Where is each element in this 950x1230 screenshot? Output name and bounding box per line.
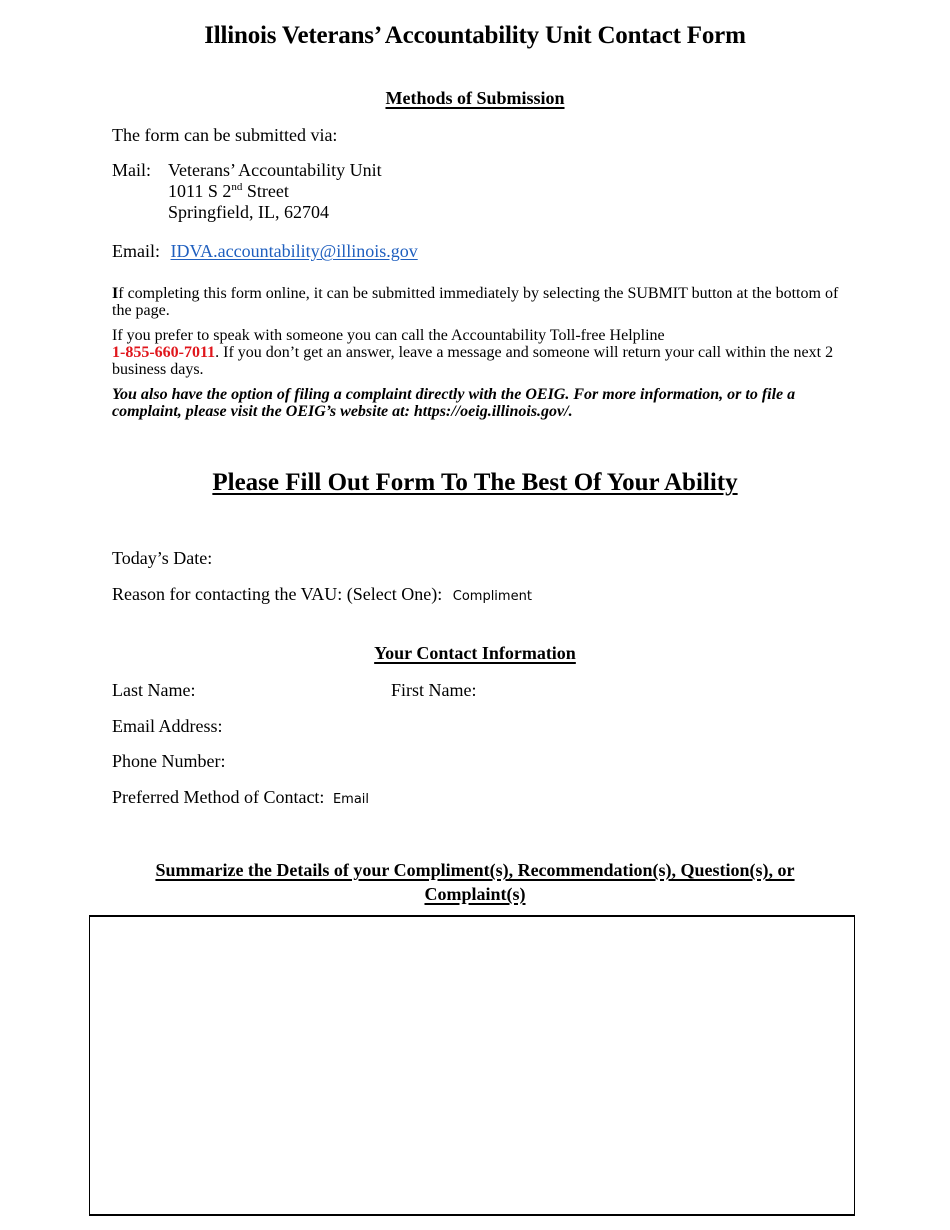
oeig-note: You also have the option of filing a complaint directly with the OEIG. For more information, or to file a complaint, please visit the OEIG’s website at: https://oeig.illinois.gov/. [112,386,796,420]
mail-line-2: 1011 S 2nd Street [168,181,289,201]
online-submit-note: If completing this form online, it can be submitted immediately by selecting the SUBMIT button at the bottom of the page. [112,285,839,319]
preferred-contact-label: Preferred Method of Contact: [112,787,325,807]
form-heading: Please Fill Out Form To The Best Of Your Ability [212,469,738,496]
methods-heading: Methods of Submission [385,88,565,108]
details-textarea[interactable] [89,915,855,1216]
last-name-row [112,680,350,701]
helpline-note: If you prefer to speak with someone you can call the Accountability Toll-free Helpline 1-855-660-7011. If you don’t get an answer, leave a message and someone will return your call within the next 2 business days. [112,327,834,378]
details-heading: Summarize the Details of your Compliment(s), Recommendation(s), Question(s), or Complaint(s) [155,860,795,904]
page-title: Illinois Veterans’ Accountability Unit Contact Form [204,22,746,49]
reason-label: Reason for contacting the VAU: (Select One): [112,584,443,604]
last-name-label: Last Name: [112,680,196,700]
phone-row [112,751,430,772]
email-address-label: Email Address: [112,716,223,736]
helpline-number[interactable]: 1-855-660-7011 [112,344,216,361]
date-label: Today’s Date: [112,548,213,568]
mail-label: Mail: [112,160,151,180]
phone-label: Phone Number: [112,751,226,771]
email-row [112,241,418,262]
date-row [112,548,417,569]
mail-line-1: Veterans’ Accountability Unit [168,160,382,180]
contact-heading: Your Contact Information [374,643,576,663]
first-name-label: First Name: [391,680,477,700]
submission-intro: The form can be submitted via: [112,125,338,145]
preferred-contact-row [112,787,369,808]
email-link[interactable]: IDVA.accountability@illinois.gov [170,241,418,261]
mail-line-3: Springfield, IL, 62704 [168,202,329,222]
preferred-contact-select[interactable]: Email [332,792,370,807]
reason-select[interactable]: Compliment [452,589,532,604]
email-address-row [112,716,527,737]
mail-address [168,160,382,223]
email-label: Email: [112,241,160,261]
first-name-row [391,680,681,701]
reason-row [112,584,532,605]
